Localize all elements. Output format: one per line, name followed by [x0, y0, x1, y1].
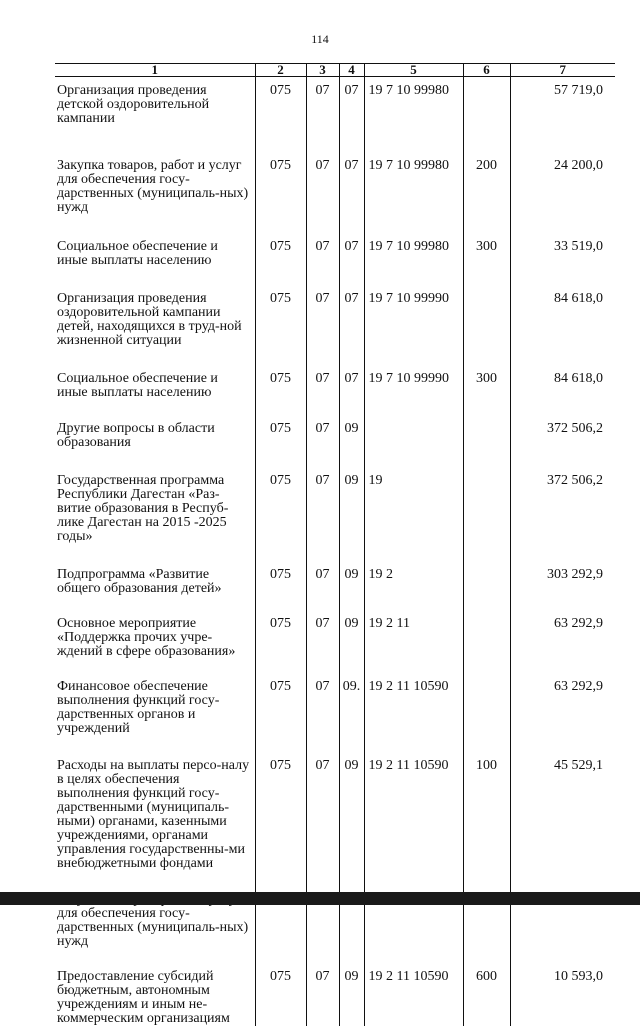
row-gr-code: 075 [255, 77, 306, 160]
row-gr-code: 075 [255, 617, 306, 680]
row-csr-code: 19 2 11 10590 [364, 970, 463, 1026]
row-rz-code: 07 [306, 372, 339, 422]
row-pr-code: 07 [339, 159, 364, 240]
header-row [55, 64, 615, 77]
row-vr-code: 200 [463, 159, 510, 240]
row-vr-code: 600 [463, 970, 510, 1026]
row-vr-code [463, 617, 510, 680]
row-amount: 10 593,0 [510, 970, 615, 1026]
row-pr-code: 09 [339, 422, 364, 474]
header-col-2: 2 [255, 64, 306, 77]
table-row [55, 240, 615, 292]
row-amount: 63 292,9 [510, 680, 615, 759]
row-csr-code: 19 7 10 99980 [364, 240, 463, 292]
row-rz-code: 07 [306, 970, 339, 1026]
header-col-3: 3 [306, 64, 339, 77]
row-gr-code: 075 [255, 759, 306, 893]
row-gr-code: 075 [255, 292, 306, 372]
row-vr-code: 300 [463, 240, 510, 292]
row-rz-code: 07 [306, 422, 339, 474]
row-name: Финансовое обеспечение выполнения функций госу-дарственных органов и учреждений [55, 680, 255, 759]
row-name: Расходы на выплаты персо-налу в целях обеспечения выполнения функций госу-дарственными (муниципаль-ными) органами, казенными учреждениями, органами управления государственны-ми внебюджетными фондами [55, 759, 255, 893]
row-rz-code: 07 [306, 680, 339, 759]
row-rz-code: 07 [306, 759, 339, 893]
row-vr-code [463, 77, 510, 160]
header-col-6: 6 [463, 64, 510, 77]
row-amount: 33 519,0 [510, 240, 615, 292]
header-col-4: 4 [339, 64, 364, 77]
row-csr-code [364, 422, 463, 474]
row-name: Другие вопросы в области образования [55, 422, 255, 474]
row-gr-code: 075 [255, 240, 306, 292]
table-row [55, 680, 615, 759]
table-row [55, 474, 615, 568]
row-rz-code: 07 [306, 617, 339, 680]
row-csr-code: 19 [364, 474, 463, 568]
row-pr-code: 09. [339, 680, 364, 759]
row-pr-code: 09 [339, 568, 364, 617]
row-rz-code: 07 [306, 292, 339, 372]
row-csr-code: 19 7 10 99980 [364, 77, 463, 160]
table-row [55, 77, 615, 160]
row-amount: 372 506,2 [510, 422, 615, 474]
row-vr-code: 300 [463, 372, 510, 422]
row-vr-code [463, 568, 510, 617]
header-col-7: 7 [510, 64, 615, 77]
budget-table [55, 63, 615, 1026]
row-name: Организация проведения оздоровительной кампании детей, находящихся в труд-ной жизненной ситуации [55, 292, 255, 372]
row-csr-code: 19 2 11 [364, 617, 463, 680]
row-pr-code: 07 [339, 240, 364, 292]
row-gr-code: 075 [255, 680, 306, 759]
row-gr-code: 075 [255, 474, 306, 568]
row-vr-code [463, 292, 510, 372]
row-pr-code: 09 [339, 759, 364, 893]
row-rz-code: 07 [306, 474, 339, 568]
row-pr-code: 09 [339, 474, 364, 568]
table-row [55, 759, 615, 893]
row-rz-code: 07 [306, 568, 339, 617]
header-col-5: 5 [364, 64, 463, 77]
row-rz-code: 07 [306, 159, 339, 240]
row-amount: 63 292,9 [510, 617, 615, 680]
row-amount: 57 719,0 [510, 77, 615, 160]
row-csr-code: 19 7 10 99990 [364, 292, 463, 372]
row-amount: 84 618,0 [510, 372, 615, 422]
row-name: Предоставление субсидий бюджетным, автономным учреждениям и иным не-коммерческим организациям [55, 970, 255, 1026]
row-csr-code: 19 7 10 99990 [364, 372, 463, 422]
table-row [55, 970, 615, 1026]
row-csr-code: 19 2 11 10590 [364, 680, 463, 759]
row-vr-code [463, 680, 510, 759]
row-vr-code [463, 422, 510, 474]
row-csr-code: 19 7 10 99980 [364, 159, 463, 240]
table-row [55, 159, 615, 240]
row-vr-code: 100 [463, 759, 510, 893]
row-gr-code: 075 [255, 159, 306, 240]
header-col-1: 1 [55, 64, 255, 77]
row-pr-code: 07 [339, 372, 364, 422]
table-body [55, 77, 615, 1026]
scan-edge-bar [0, 892, 640, 905]
row-name: Подпрограмма «Развитие общего образования детей» [55, 568, 255, 617]
row-pr-code: 09 [339, 617, 364, 680]
table-row [55, 372, 615, 422]
row-gr-code: 075 [255, 372, 306, 422]
row-gr-code: 075 [255, 970, 306, 1026]
row-rz-code: 07 [306, 240, 339, 292]
row-amount: 84 618,0 [510, 292, 615, 372]
page-number: 114 [0, 32, 640, 47]
row-amount: 24 200,0 [510, 159, 615, 240]
row-pr-code: 09 [339, 970, 364, 1026]
row-name: Основное мероприятие «Поддержка прочих учре-ждений в сфере образования» [55, 617, 255, 680]
row-pr-code: 07 [339, 292, 364, 372]
row-rz-code: 07 [306, 77, 339, 160]
row-pr-code: 07 [339, 77, 364, 160]
row-name: Социальное обеспечение и иные выплаты населению [55, 372, 255, 422]
row-gr-code: 075 [255, 422, 306, 474]
row-csr-code: 19 2 11 10590 [364, 759, 463, 893]
row-vr-code [463, 474, 510, 568]
row-name: Организация проведения детской оздоровительной кампании [55, 77, 255, 160]
table-row [55, 617, 615, 680]
row-amount: 303 292,9 [510, 568, 615, 617]
row-name: Социальное обеспечение и иные выплаты населению [55, 240, 255, 292]
table-row [55, 568, 615, 617]
row-name: Государственная программа Республики Дагестан «Раз-витие образования в Респуб-лике Дагестан на 2015 -2025 годы» [55, 474, 255, 568]
table-row [55, 292, 615, 372]
row-amount: 372 506,2 [510, 474, 615, 568]
table-row [55, 422, 615, 474]
row-amount: 45 529,1 [510, 759, 615, 893]
row-name: Закупка товаров, работ и услуг для обеспечения госу-дарственных (муниципаль-ных) нужд [55, 159, 255, 240]
row-name: для обеспечения госу-дарственных (муниципаль-ных) нужд [55, 893, 255, 970]
row-csr-code: 19 2 [364, 568, 463, 617]
row-gr-code: 075 [255, 568, 306, 617]
